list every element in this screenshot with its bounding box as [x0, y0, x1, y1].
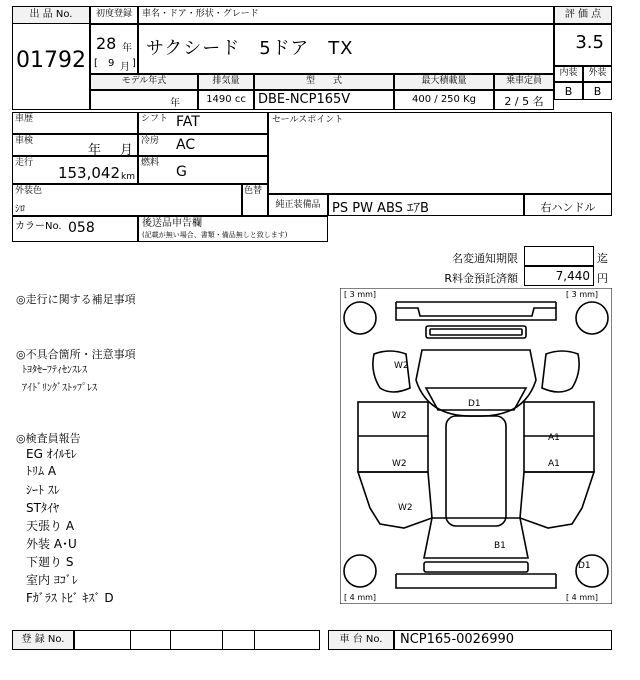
fuel-label: 燃料 — [141, 158, 160, 168]
mileage-label: 走行 — [15, 158, 34, 168]
damage-mark: W2 — [392, 459, 407, 469]
recycle-fee-unit: 円 — [597, 272, 608, 285]
lot-label: 出 品 No. — [29, 9, 73, 20]
aftermarket-label: 後送品申告欄 — [142, 218, 202, 229]
car-name: サクシード 5ドア TX — [146, 38, 354, 59]
vehicle-damage-diagram — [340, 288, 612, 604]
transfer-deadline-unit: 迄 — [597, 252, 608, 265]
transfer-deadline-label: 名変通知期限 — [452, 252, 518, 265]
recycle-fee-value: 7,440 — [555, 269, 590, 283]
tire-tread-front-right: [ 3 mm] — [566, 290, 599, 299]
inspection-year: 年 — [88, 143, 102, 158]
reg-no-label: 登 録 No. — [21, 634, 65, 645]
mileage-value: 153,042 — [57, 164, 120, 182]
recycle-fee-label: R料金預託済額 — [444, 272, 518, 285]
damage-mark: A1 — [548, 459, 560, 469]
inspector-item: Fｶﾞﾗｽ ﾄﾋﾞ ｷｽﾞ D — [26, 591, 114, 605]
eval-score: 3.5 — [575, 32, 604, 53]
inspector-item: ﾄﾘﾑ A — [26, 464, 57, 478]
capacity-label: 乗車定員 — [505, 76, 542, 86]
transfer-deadline-box — [524, 246, 594, 266]
interior-label: 内装 — [559, 68, 578, 78]
car-name-label: 車名・ドア・形状・グレード — [142, 9, 259, 19]
model-year-unit: 年 — [170, 98, 180, 109]
color-change-label: 色替 — [244, 186, 263, 196]
equipment-label: 純正装備品 — [275, 200, 321, 210]
mileage-unit: km — [121, 172, 135, 182]
tire-tread-rear-right: [ 4 mm] — [566, 593, 599, 602]
defect-item: ﾄﾖﾀｾｰﾌﾃｨｾﾝｽﾚｽ — [22, 365, 87, 376]
ac-value: AC — [176, 137, 196, 153]
first-reg-year: 28 — [96, 34, 117, 53]
inspection-label: 車検 — [15, 136, 34, 146]
inspection-month: 月 — [120, 143, 134, 158]
damage-mark: W2 — [392, 411, 407, 421]
damage-mark: D1 — [578, 561, 591, 571]
model-code: DBE-NCP165V — [258, 92, 351, 107]
fuel-value: G — [176, 164, 187, 180]
max-load: 400 / 250 Kg — [412, 94, 476, 105]
inspector-item: ｼｰﾄ ｽﾚ — [26, 483, 60, 497]
year-unit: 年 — [122, 43, 132, 54]
shift-label: シフト — [141, 114, 169, 124]
first-reg-label: 初度登録 — [95, 9, 132, 19]
damage-mark: W2 — [398, 503, 413, 513]
model-code-label: 型 式 — [305, 76, 342, 86]
ext-color-label: 外装色 — [15, 186, 43, 196]
ext-color: ｼﾛ — [15, 204, 25, 215]
tire-tread-front-left: [ 3 mm] — [344, 290, 377, 299]
inspector-item: EG ｵｲﾙﾓﾚ — [26, 447, 77, 461]
exterior-grade: B — [593, 85, 602, 98]
ac-label: 冷房 — [141, 136, 160, 146]
equipment-value: PS PW ABS ｴｱB — [332, 201, 429, 216]
history-label: 車歴 — [15, 114, 34, 124]
defect-item: ｱｲﾄﾞﾘﾝｸﾞｽﾄｯﾌﾟﾚｽ — [22, 383, 97, 394]
sales-point-label: セールスポイント — [272, 115, 344, 125]
inspector-item: 室内 ﾖｺﾞﾚ — [26, 573, 78, 587]
month-unit: 月 — [120, 62, 130, 73]
displacement-label: 排気量 — [212, 76, 240, 86]
damage-mark: W2 — [394, 361, 409, 371]
damage-mark: A1 — [548, 433, 560, 443]
chassis-no: NCP165-0026990 — [400, 632, 515, 647]
color-no: 058 — [68, 220, 95, 236]
inspector-report-title: ◎検査員報告 — [16, 432, 81, 445]
driving-notes-title: ◎走行に関する補足事項 — [16, 293, 136, 306]
inspector-item: 外装 A･U — [26, 537, 77, 551]
aftermarket-note: (記載が無い場合、書類・備品無しと致します) — [142, 231, 288, 239]
inspector-item: 下廻り S — [26, 555, 74, 569]
interior-grade: B — [564, 85, 573, 98]
tire-tread-rear-left: [ 4 mm] — [344, 593, 377, 602]
first-reg-month: 9 — [108, 58, 115, 69]
exterior-label: 外装 — [588, 68, 607, 78]
inspector-item: 天張り A — [26, 519, 75, 533]
lot-number: 01792 — [16, 48, 86, 73]
max-load-label: 最大積載量 — [421, 76, 467, 86]
steering-value: 右ハンドル — [540, 201, 596, 214]
defects-title: ◎不具合箇所・注意事項 — [16, 348, 136, 361]
damage-mark: D1 — [468, 399, 481, 409]
damage-mark: B1 — [494, 541, 506, 551]
inspector-item: STﾀｲﾔ — [26, 501, 59, 515]
capacity: 2 / 5 名 — [504, 95, 544, 108]
model-year-label: モデル年式 — [121, 76, 167, 86]
eval-label: 評 価 点 — [564, 9, 602, 20]
shift-value: FAT — [176, 114, 200, 130]
chassis-no-label: 車 台 No. — [339, 634, 383, 645]
displacement: 1490 cc — [206, 94, 246, 105]
color-no-label: カラーNo. — [15, 221, 62, 232]
